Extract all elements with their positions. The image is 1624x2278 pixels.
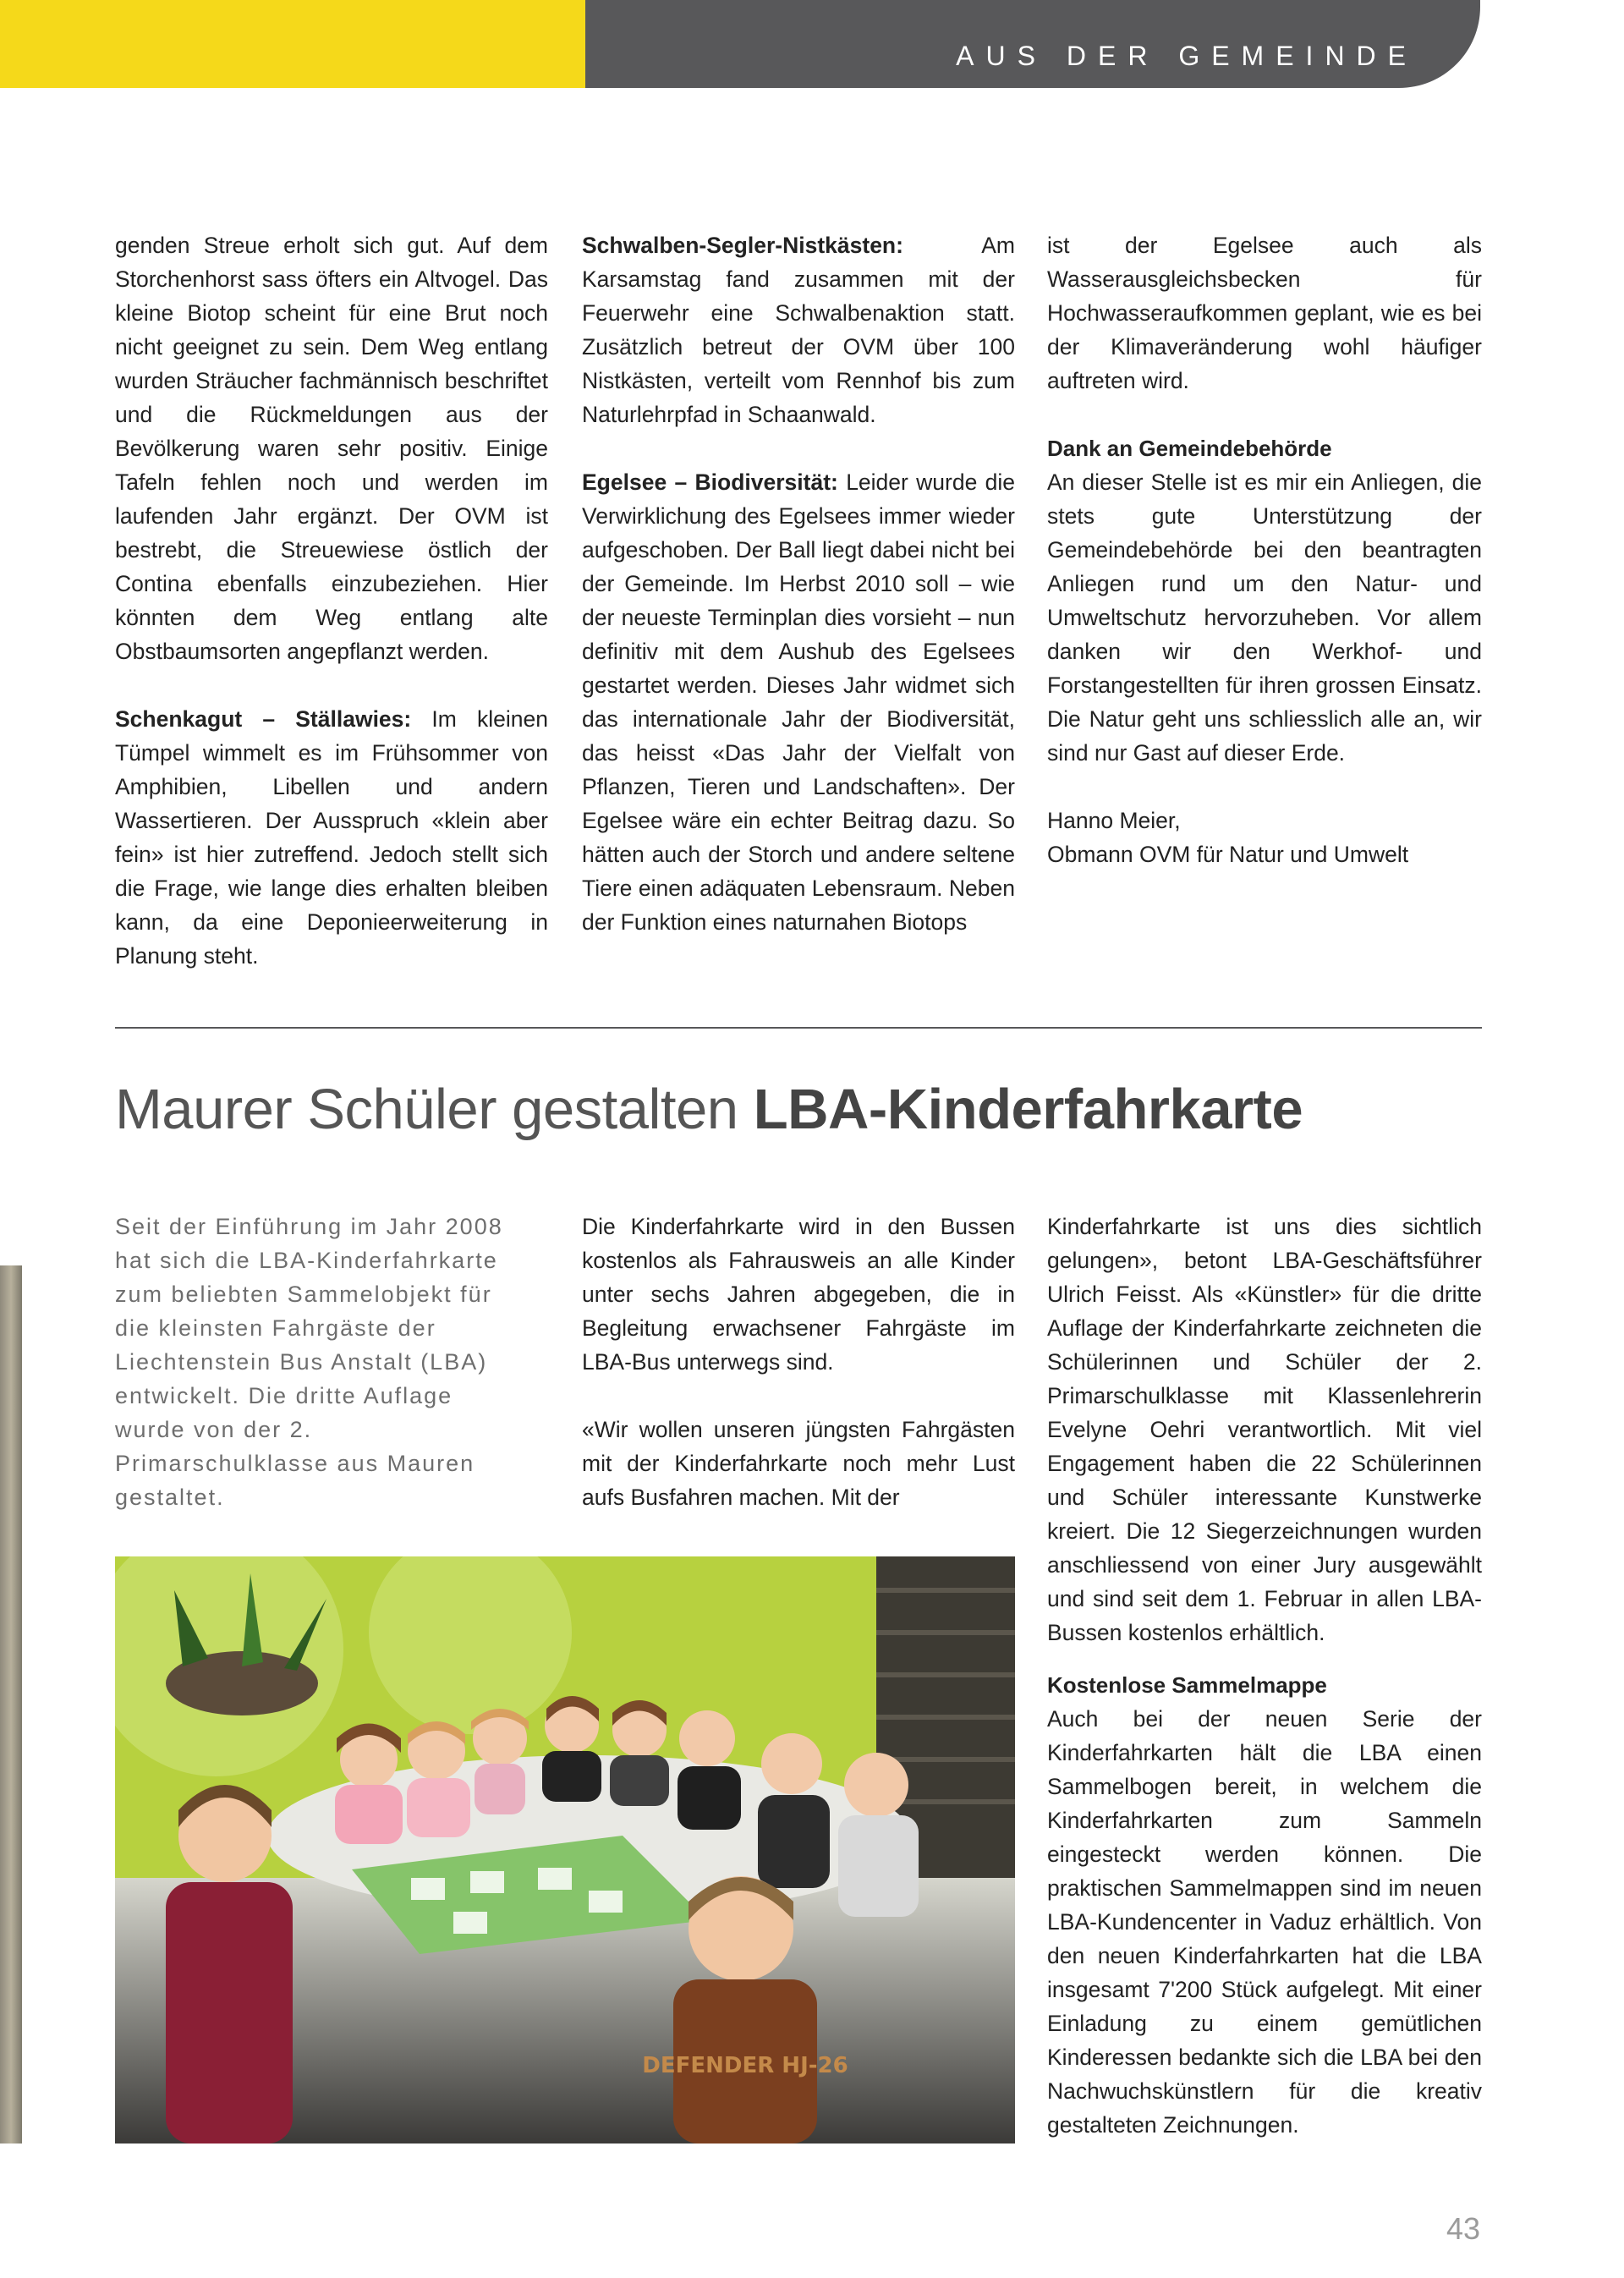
- signature-role: Obmann OVM für Natur und Umwelt: [1047, 842, 1409, 867]
- subheading: Dank an Gemeindebehörde: [1047, 436, 1332, 461]
- headline-light: Maurer Schüler gestalten: [115, 1078, 738, 1141]
- top-column-3: [1047, 228, 1482, 871]
- paragraph: An dieser Stelle ist es mir ein Anliegen, die stets gute Unterstützung der Gemeindebehörde bei den beantragten Anliegen rund um den Natur- und Umweltschutz hervorzuheben. Vor allem danken wir den Werkhof- und Forstangestellten für ihren grossen Einsatz. Die Natur geht uns schliesslich alle an, wir sind nur Gast auf dieser Erde.: [1047, 469, 1482, 766]
- paragraph: [115, 702, 548, 973]
- paragraph: [582, 465, 1015, 939]
- header-yellow-band: [0, 0, 585, 88]
- paragraph-heading: Schwalben-Segler-Nistkästen:: [582, 233, 903, 258]
- class-photo: [115, 1556, 1015, 2144]
- paragraph: «Wir wollen unseren jüngsten Fahrgästen mit der Kinderfahrkarte noch mehr Lust aufs Busfahren machen. Mit der: [582, 1417, 1015, 1510]
- section-title: AUS DER GEMEINDE: [956, 41, 1418, 71]
- paragraph-text: Im kleinen Tümpel wimmelt es im Frühsommer von Amphibien, Libellen und andern Wassertieren. Der Ausspruch «klein aber fein» ist hier zutreffend. Jedoch stellt sich die Frage, wie lange dies erhalten bleiben kann, da eine Deponieerweiterung in Planung steht.: [115, 706, 548, 969]
- paragraph: Die Kinderfahrkarte wird in den Bussen kostenlos als Fahrausweis an alle Kinder unter sechs Jahren abgegeben, die in Begleitung erwachsener Fahrgäste im LBA-Bus unterwegs sind.: [582, 1214, 1015, 1375]
- paragraph: ist der Egelsee auch als Wasserausgleichsbecken für Hochwasseraufkommen geplant, wie es bei der Klimaveränderung wohl häufiger auftreten wird.: [1047, 233, 1482, 393]
- paragraph: Auch bei der neuen Serie der Kinderfahrkarten hält die LBA einen Sammelbogen bereit, in welchem die Kinderfahrkarten zum Sammeln eingesteckt werden können. Die praktischen Sammelmappen sind im neuen LBA-Kundencenter in Vaduz erhältlich. Von den neuen Kinderfahrkarten hat die LBA insgesamt 7'200 Stück aufgelegt. Mit einer Einladung zu einem gemütlichen Kinderessen bedankte sich die LBA bei den Nachwuchskünstlern für die kreativ gestalteten Zeichnungen.: [1047, 1706, 1482, 2138]
- shirt-print: DEFENDER HJ-26: [642, 2053, 848, 2078]
- signature-name: Hanno Meier,: [1047, 808, 1181, 833]
- headline-bold: LBA-Kinderfahrkarte: [753, 1078, 1303, 1141]
- top-column-2: [582, 228, 1015, 939]
- paragraph-heading: Schenkagut – Ställawies:: [115, 706, 412, 732]
- article-column-3: [1047, 1210, 1482, 2142]
- paragraph-heading: Egelsee – Biodiversität:: [582, 469, 838, 495]
- top-column-1: [115, 228, 548, 973]
- article-lead: Seit der Einführung im Jahr 2008 hat sich die LBA-Kinderfahrkarte zum beliebten Sammelobjekt für die kleinsten Fahrgäste der Liechtenstein Bus Anstalt (LBA) entwickelt. Die dritte Auflage wurde von der 2. Primarschulklasse aus Mauren gestaltet.: [115, 1214, 503, 1510]
- page-edge-strip: [0, 1265, 22, 2144]
- subheading: Kostenlose Sammelmappe: [1047, 1672, 1327, 1698]
- article-headline: [115, 1076, 1303, 1144]
- paragraph: [582, 228, 1015, 431]
- section-divider: [115, 1027, 1482, 1029]
- paragraph: genden Streue erholt sich gut. Auf dem Storchenhorst sass öfters ein Altvogel. Das kleine Biotop scheint für eine Brut noch nicht geeignet zu sein. Dem Weg entlang wurden Sträucher fachmännisch beschriftet und die Rückmeldungen aus der Bevölkerung waren sehr positiv. Einige Tafeln fehlen noch und werden im laufenden Jahr ergänzt. Der OVM ist bestrebt, die Streuewiese östlich der Contina ebenfalls einzubeziehen. Hier könnten dem Weg entlang alte Obstbaumsorten angepflanzt werden.: [115, 233, 548, 664]
- article-column-2: [582, 1210, 1015, 1514]
- page-number: 43: [1446, 2211, 1481, 2246]
- paragraph: Kinderfahrkarte ist uns dies sichtlich gelungen», betont LBA-Geschäftsführer Ulrich Feisst. Als «Künstler» für die dritte Auflage der Kinderfahrkarte zeichneten die Schülerinnen und Schüler der 2. Primarschulklasse mit Klassenlehrerin Evelyne Oehri verantwortlich. Mit viel Engagement haben die 22 Schülerinnen und Schüler interessante Kunstwerke kreiert. Die 12 Siegerzeichnungen wurden anschliessend von einer Jury ausgewählt und sind seit dem 1. Februar in allen LBA-Bussen kostenlos erhältlich.: [1047, 1214, 1482, 1645]
- header-dark-band: [585, 0, 1480, 88]
- paragraph-text: Am Karsamstag fand zusammen mit der Feuerwehr eine Schwalbenaktion statt. Zusätzlich betreut der OVM über 100 Nistkästen, verteilt vom Rennhof bis zum Naturlehrpfad in Schaanwald.: [582, 233, 1015, 427]
- section-header: [0, 0, 1624, 88]
- paragraph-text: Leider wurde die Verwirklichung des Egelsees immer wieder aufgeschoben. Der Ball liegt dabei nicht bei der Gemeinde. Im Herbst 2010 soll – wie der neueste Terminplan dies vorsieht – nun definitiv mit dem Aushub des Egelsees gestartet werden. Dieses Jahr widmet sich das internationale Jahr der Biodiversität, das heisst «Das Jahr der Vielfalt von Pflanzen, Tieren und Landschaften». Der Egelsee wäre ein echter Beitrag dazu. So hätten auch der Storch und andere seltene Tiere einen adäquaten Lebensraum. Neben der Funktion eines naturnahen Biotops: [582, 469, 1015, 935]
